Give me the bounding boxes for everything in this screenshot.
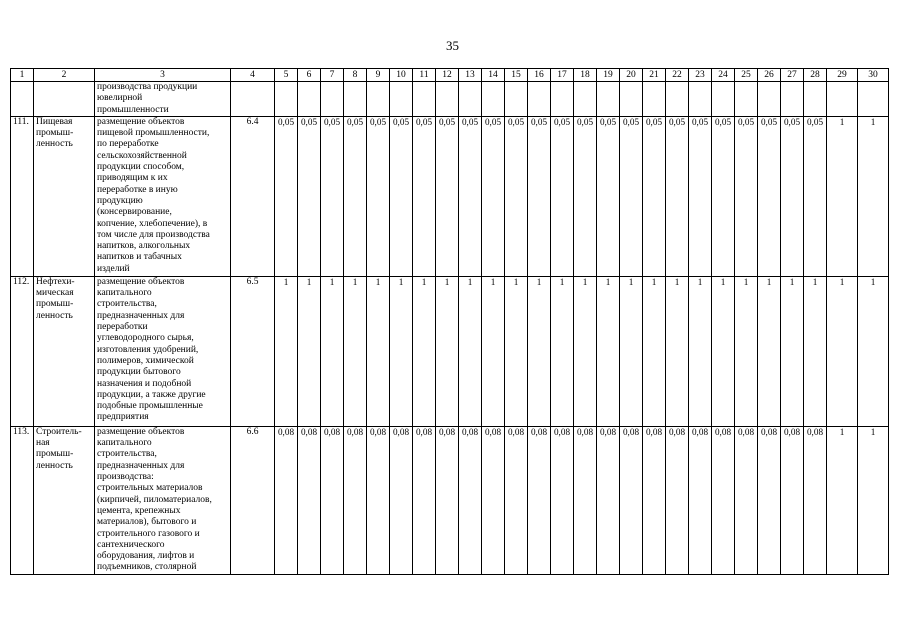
- row-value-col-16: 0,05: [528, 116, 551, 276]
- row-value-col-5: [275, 82, 298, 117]
- row-classifier-code: 6.5: [231, 276, 275, 426]
- row-description: размещение объектов пищевой промышленности, по переработке сельскохозяйственной продукции способом, приводящим к их переработке в иную продукцию (консервирование, копчение, хлебопечение), в том числе для производства напитков, алкогольных напитков и табачных изделий: [95, 116, 231, 276]
- table-body: [11, 82, 889, 575]
- row-value-col-17: 0,08: [551, 426, 574, 574]
- column-header-11: 11: [413, 69, 436, 82]
- column-header-4: 4: [231, 69, 275, 82]
- row-value-col-19: [597, 82, 620, 117]
- row-value-col-27: [781, 82, 804, 117]
- row-value-col-29: 1: [827, 116, 858, 276]
- row-value-col-23: 0,05: [689, 116, 712, 276]
- column-header-28: 28: [804, 69, 827, 82]
- row-value-col-11: [413, 82, 436, 117]
- row-value-col-30: 1: [858, 276, 889, 426]
- row-value-col-20: 1: [620, 276, 643, 426]
- column-header-14: 14: [482, 69, 505, 82]
- row-value-col-6: 0,08: [298, 426, 321, 574]
- column-header-23: 23: [689, 69, 712, 82]
- row-value-col-19: 0,05: [597, 116, 620, 276]
- row-value-col-9: 1: [367, 276, 390, 426]
- row-value-col-12: 0,08: [436, 426, 459, 574]
- row-index: 113.: [11, 426, 34, 574]
- row-value-col-19: 1: [597, 276, 620, 426]
- row-value-col-9: [367, 82, 390, 117]
- row-value-col-8: 0,08: [344, 426, 367, 574]
- row-value-col-29: [827, 82, 858, 117]
- row-value-col-17: 0,05: [551, 116, 574, 276]
- row-category-name: Пищевая промыш- ленность: [34, 116, 95, 276]
- row-value-col-15: 0,05: [505, 116, 528, 276]
- row-value-col-8: 1: [344, 276, 367, 426]
- row-value-col-27: 0,05: [781, 116, 804, 276]
- column-header-19: 19: [597, 69, 620, 82]
- row-value-col-26: [758, 82, 781, 117]
- row-value-col-21: [643, 82, 666, 117]
- column-header-17: 17: [551, 69, 574, 82]
- row-value-col-21: 1: [643, 276, 666, 426]
- row-value-col-24: 1: [712, 276, 735, 426]
- column-header-8: 8: [344, 69, 367, 82]
- row-value-col-20: 0,05: [620, 116, 643, 276]
- column-header-1: 1: [11, 69, 34, 82]
- column-header-10: 10: [390, 69, 413, 82]
- row-value-col-12: 1: [436, 276, 459, 426]
- land-use-table: [10, 68, 889, 575]
- column-header-25: 25: [735, 69, 758, 82]
- column-header-18: 18: [574, 69, 597, 82]
- row-value-col-26: 0,05: [758, 116, 781, 276]
- column-header-12: 12: [436, 69, 459, 82]
- row-value-col-13: 1: [459, 276, 482, 426]
- row-value-col-13: [459, 82, 482, 117]
- row-value-col-17: [551, 82, 574, 117]
- row-value-col-15: 0,08: [505, 426, 528, 574]
- table-row: [11, 116, 889, 276]
- row-value-col-23: [689, 82, 712, 117]
- row-value-col-28: [804, 82, 827, 117]
- row-value-col-19: 0,08: [597, 426, 620, 574]
- row-value-col-27: 1: [781, 276, 804, 426]
- column-number-header-row: [11, 69, 889, 82]
- row-value-col-13: 0,08: [459, 426, 482, 574]
- row-index: 111.: [11, 116, 34, 276]
- row-value-col-16: 1: [528, 276, 551, 426]
- column-header-22: 22: [666, 69, 689, 82]
- column-header-30: 30: [858, 69, 889, 82]
- row-value-col-12: 0,05: [436, 116, 459, 276]
- row-value-col-21: 0,05: [643, 116, 666, 276]
- row-value-col-6: 0,05: [298, 116, 321, 276]
- row-value-col-25: 0,05: [735, 116, 758, 276]
- table-row: [11, 82, 889, 117]
- row-value-col-26: 1: [758, 276, 781, 426]
- row-index: [11, 82, 34, 117]
- row-value-col-22: 1: [666, 276, 689, 426]
- row-description: размещение объектов капитального строительства, предназначенных для производства: строительных материалов (кирпичей, пиломатериалов, цемента, крепежных материалов), бытового и строительного газового и сантехнического оборудования, лифтов и подъемников, столярной: [95, 426, 231, 574]
- column-header-20: 20: [620, 69, 643, 82]
- row-index: 112.: [11, 276, 34, 426]
- row-value-col-10: 1: [390, 276, 413, 426]
- table-row: [11, 426, 889, 574]
- column-header-9: 9: [367, 69, 390, 82]
- column-header-24: 24: [712, 69, 735, 82]
- row-value-col-6: 1: [298, 276, 321, 426]
- row-value-col-29: 1: [827, 426, 858, 574]
- row-value-col-22: [666, 82, 689, 117]
- row-value-col-14: [482, 82, 505, 117]
- column-header-29: 29: [827, 69, 858, 82]
- row-value-col-18: 0,05: [574, 116, 597, 276]
- row-value-col-20: 0,08: [620, 426, 643, 574]
- row-value-col-26: 0,08: [758, 426, 781, 574]
- row-value-col-5: 1: [275, 276, 298, 426]
- row-classifier-code: 6.6: [231, 426, 275, 574]
- row-value-col-18: [574, 82, 597, 117]
- row-value-col-23: 0,08: [689, 426, 712, 574]
- column-header-15: 15: [505, 69, 528, 82]
- row-value-col-21: 0,08: [643, 426, 666, 574]
- column-header-5: 5: [275, 69, 298, 82]
- row-value-col-17: 1: [551, 276, 574, 426]
- row-value-col-16: 0,08: [528, 426, 551, 574]
- row-value-col-15: [505, 82, 528, 117]
- row-value-col-9: 0,08: [367, 426, 390, 574]
- row-value-col-11: 0,08: [413, 426, 436, 574]
- row-value-col-28: 0,08: [804, 426, 827, 574]
- row-value-col-25: [735, 82, 758, 117]
- row-value-col-11: 1: [413, 276, 436, 426]
- column-header-7: 7: [321, 69, 344, 82]
- row-value-col-28: 0,05: [804, 116, 827, 276]
- row-value-col-8: 0,05: [344, 116, 367, 276]
- row-value-col-7: [321, 82, 344, 117]
- row-value-col-10: 0,05: [390, 116, 413, 276]
- row-classifier-code: [231, 82, 275, 117]
- row-value-col-30: [858, 82, 889, 117]
- row-value-col-10: 0,08: [390, 426, 413, 574]
- column-header-27: 27: [781, 69, 804, 82]
- row-classifier-code: 6.4: [231, 116, 275, 276]
- column-header-2: 2: [34, 69, 95, 82]
- row-value-col-15: 1: [505, 276, 528, 426]
- page-number: 35: [446, 38, 459, 53]
- row-value-col-10: [390, 82, 413, 117]
- column-header-16: 16: [528, 69, 551, 82]
- row-description: производства продукции ювелирной промышленности: [95, 82, 231, 117]
- table-row: [11, 276, 889, 426]
- row-value-col-14: 0,05: [482, 116, 505, 276]
- row-value-col-27: 0,08: [781, 426, 804, 574]
- row-description: размещение объектов капитального строительства, предназначенных для переработки углеводородного сырья, изготовления удобрений, полимеров, химической продукции бытового назначения и подобной продукции, а также другие подобные промышленные предприятия: [95, 276, 231, 426]
- row-value-col-24: 0,08: [712, 426, 735, 574]
- row-value-col-6: [298, 82, 321, 117]
- row-value-col-24: 0,05: [712, 116, 735, 276]
- row-value-col-25: 1: [735, 276, 758, 426]
- row-value-col-18: 0,08: [574, 426, 597, 574]
- row-category-name: Нефтехи- мическая промыш- ленность: [34, 276, 95, 426]
- row-value-col-25: 0,08: [735, 426, 758, 574]
- column-header-21: 21: [643, 69, 666, 82]
- row-value-col-20: [620, 82, 643, 117]
- row-value-col-24: [712, 82, 735, 117]
- column-header-6: 6: [298, 69, 321, 82]
- row-category-name: [34, 82, 95, 117]
- row-value-col-23: 1: [689, 276, 712, 426]
- column-header-26: 26: [758, 69, 781, 82]
- row-value-col-13: 0,05: [459, 116, 482, 276]
- row-value-col-18: 1: [574, 276, 597, 426]
- row-value-col-7: 0,05: [321, 116, 344, 276]
- row-category-name: Строитель- ная промыш- ленность: [34, 426, 95, 574]
- row-value-col-16: [528, 82, 551, 117]
- row-value-col-14: 0,08: [482, 426, 505, 574]
- row-value-col-9: 0,05: [367, 116, 390, 276]
- row-value-col-30: 1: [858, 426, 889, 574]
- row-value-col-22: 0,08: [666, 426, 689, 574]
- row-value-col-28: 1: [804, 276, 827, 426]
- row-value-col-8: [344, 82, 367, 117]
- row-value-col-30: 1: [858, 116, 889, 276]
- row-value-col-5: 0,05: [275, 116, 298, 276]
- row-value-col-29: 1: [827, 276, 858, 426]
- row-value-col-7: 1: [321, 276, 344, 426]
- row-value-col-5: 0,08: [275, 426, 298, 574]
- column-header-3: 3: [95, 69, 231, 82]
- column-header-13: 13: [459, 69, 482, 82]
- row-value-col-7: 0,08: [321, 426, 344, 574]
- row-value-col-11: 0,05: [413, 116, 436, 276]
- row-value-col-14: 1: [482, 276, 505, 426]
- row-value-col-12: [436, 82, 459, 117]
- row-value-col-22: 0,05: [666, 116, 689, 276]
